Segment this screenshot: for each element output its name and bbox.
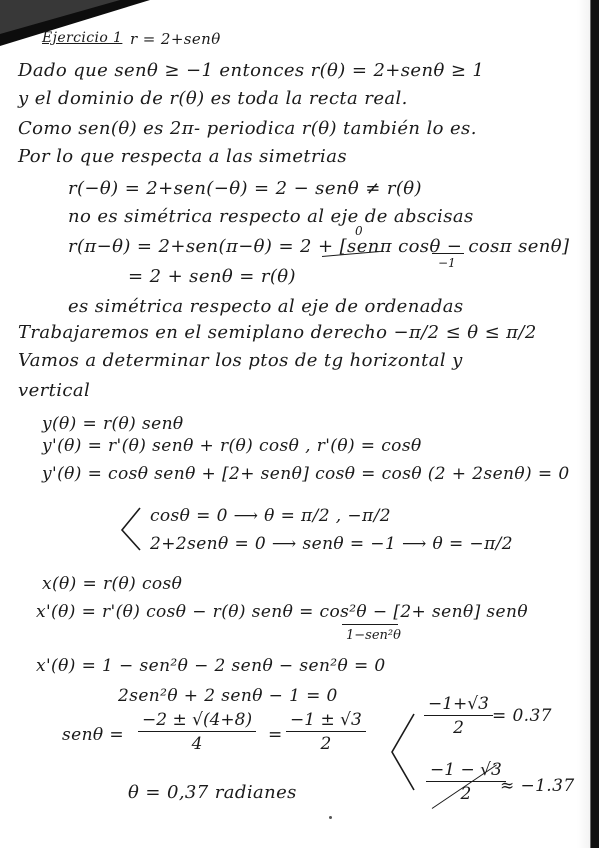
line-11: Vamos a determinar los ptos de tg horizontal y bbox=[18, 350, 463, 371]
line-20: x'(θ) = 1 − sen²θ − 2 senθ − sen²θ = 0 bbox=[36, 656, 386, 676]
line-1: Dado que senθ ≥ −1 entonces r(θ) = 2+senθ ≥ 1 bbox=[18, 60, 485, 81]
underline-cos2 bbox=[342, 624, 398, 625]
exercise-title: Ejercicio 1 bbox=[42, 30, 123, 46]
underline-cos-pi bbox=[432, 253, 464, 254]
case-bracket-2 bbox=[388, 712, 418, 792]
case-bracket-1 bbox=[118, 504, 146, 554]
line-22-lhs: senθ = bbox=[62, 725, 125, 745]
root-positive-value: = 0.37 bbox=[492, 706, 552, 726]
line-9: es simétrica respecto al eje de ordenadas bbox=[68, 296, 464, 317]
page-right-edge bbox=[577, 0, 599, 848]
root-negative-value: ≈ −1.37 bbox=[500, 776, 575, 796]
root-negative-num: −1 − √3 bbox=[426, 760, 506, 782]
line-16: cosθ = 0 ⟶ θ = π/2 , −π/2 bbox=[150, 506, 391, 526]
equation-header: r = 2+senθ bbox=[130, 30, 221, 48]
fraction-simplified bbox=[286, 710, 366, 754]
line-19-sub: 1−sen²θ bbox=[346, 628, 401, 643]
line-21: 2sen²θ + 2 senθ − 1 = 0 bbox=[118, 686, 338, 706]
fraction-quadratic-num: −2 ± √(4+8) bbox=[138, 710, 256, 732]
fraction-simplified-den: 2 bbox=[320, 734, 332, 754]
line-22-eq: = bbox=[268, 725, 283, 745]
line-17: 2+2senθ = 0 ⟶ senθ = −1 ⟶ θ = −π/2 bbox=[150, 534, 513, 554]
root-positive-den: 2 bbox=[453, 718, 464, 738]
line-7: r(π−θ) = 2+sen(π−θ) = 2 + [senπ cosθ − cosπ senθ] bbox=[68, 236, 570, 257]
line-13: y(θ) = r(θ) senθ bbox=[42, 414, 184, 434]
root-negative-den: 2 bbox=[460, 784, 472, 804]
fraction-quadratic-den: 4 bbox=[191, 734, 203, 754]
line-7-sub-minus-one: −1 bbox=[438, 256, 456, 270]
fraction-quadratic bbox=[138, 710, 256, 754]
line-5: r(−θ) = 2+sen(−θ) = 2 − senθ ≠ r(θ) bbox=[68, 178, 422, 199]
line-19: x'(θ) = r'(θ) cosθ − r(θ) senθ = cos²θ − [2+ senθ] senθ bbox=[36, 602, 528, 622]
line-2: y el dominio de r(θ) es toda la recta real. bbox=[18, 88, 408, 109]
line-10: Trabajaremos en el semiplano derecho −π/2 ≤ θ ≤ π/2 bbox=[18, 322, 537, 343]
page-shadow bbox=[0, 0, 120, 34]
line-18: x(θ) = r(θ) cosθ bbox=[42, 574, 183, 594]
line-7-sub-zero: 0 bbox=[355, 224, 363, 238]
line-12: vertical bbox=[18, 380, 91, 401]
line-15: y'(θ) = cosθ senθ + [2+ senθ] cosθ = cosθ (2 + 2senθ) = 0 bbox=[42, 464, 570, 484]
line-24: θ = 0,37 radianes bbox=[128, 782, 297, 803]
root-positive bbox=[424, 694, 493, 738]
line-14: y'(θ) = r'(θ) senθ + r(θ) cosθ , r'(θ) = cosθ bbox=[42, 436, 422, 456]
line-3: Como sen(θ) es 2π- periodica r(θ) también lo es. bbox=[18, 118, 477, 139]
fraction-simplified-num: −1 ± √3 bbox=[286, 710, 366, 732]
line-8: = 2 + senθ = r(θ) bbox=[128, 266, 296, 287]
line-6: no es simétrica respecto al eje de abscisas bbox=[68, 206, 474, 227]
root-positive-num: −1+√3 bbox=[424, 694, 493, 716]
ink-dot bbox=[329, 816, 332, 819]
line-4: Por lo que respecta a las simetrias bbox=[18, 146, 347, 167]
